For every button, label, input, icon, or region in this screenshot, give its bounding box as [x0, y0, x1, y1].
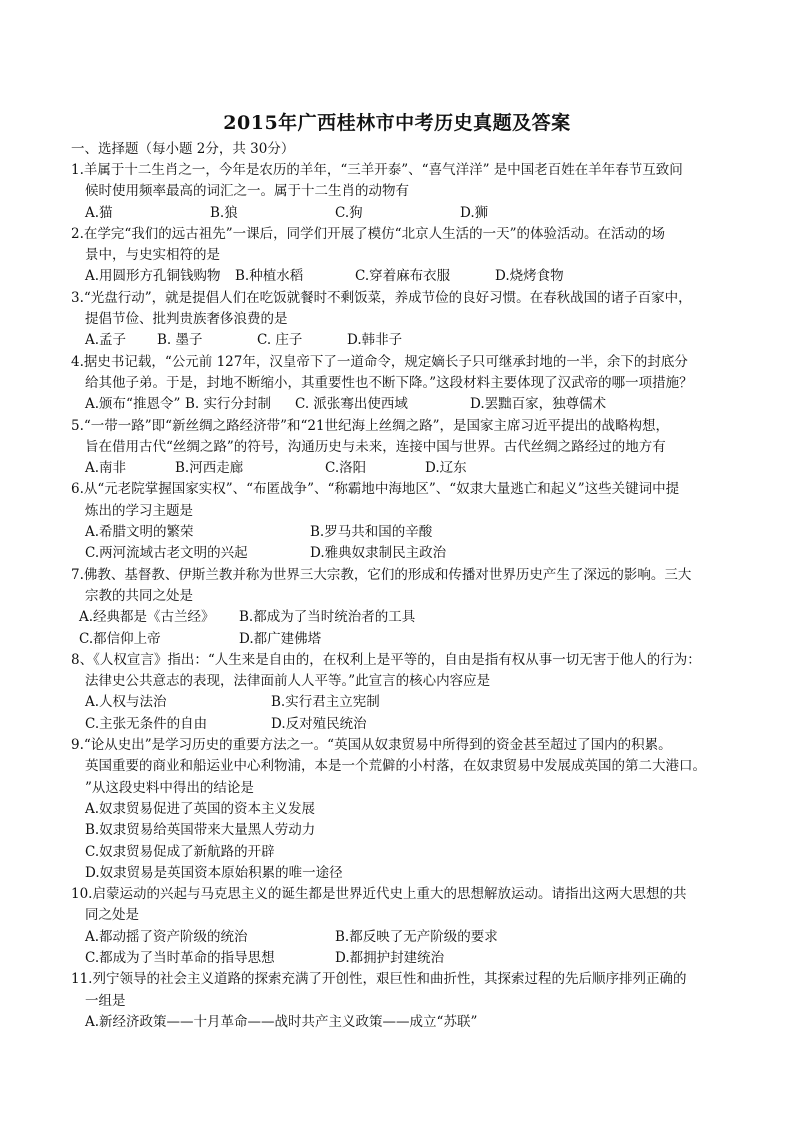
question-2	[71, 224, 731, 288]
question-11	[71, 969, 731, 1033]
question-3	[71, 288, 731, 352]
options-row	[71, 543, 731, 564]
option-a: A.猫	[85, 204, 113, 221]
options-row	[71, 266, 731, 287]
option-b: B.奴隶贸易给英国带来大量黑人劳动力	[85, 822, 316, 839]
question-text: 一组是	[85, 992, 126, 1009]
option-a: A.孟子	[85, 332, 127, 349]
options-row	[71, 714, 731, 735]
section-heading: 一、选择题（每小题 2分，共 30分）	[71, 141, 295, 157]
option-b: B.河西走廊	[175, 460, 244, 477]
option-c: C. 庄子	[257, 332, 303, 349]
options-row	[71, 607, 731, 628]
option-d: D.都拥护封建统治	[335, 949, 445, 966]
option-d: D.韩非子	[347, 332, 403, 349]
option-b: B.都反映了无产阶级的要求	[335, 928, 498, 945]
options-row	[71, 863, 731, 884]
question-9	[71, 735, 731, 884]
option-b: B. 实行分封制	[185, 396, 272, 413]
option-b: B.狼	[210, 204, 238, 221]
option-a: A.用圆形方孔铜钱购物	[85, 268, 221, 285]
question-text: ”从这段史料中得出的结论是	[85, 779, 254, 796]
options-row	[71, 1012, 731, 1033]
options-row	[71, 330, 731, 351]
option-c: C.都信仰上帝	[79, 630, 161, 647]
option-c: C.穿着麻布衣服	[355, 268, 451, 285]
option-d: D.雅典奴隶制民主政治	[310, 545, 447, 562]
options-row	[71, 522, 731, 543]
options-row	[71, 203, 731, 224]
option-c: C.两河流域古老文明的兴起	[85, 545, 248, 562]
option-a: A.经典都是《古兰经》	[79, 609, 215, 626]
option-d: D.烧烤食物	[495, 268, 564, 285]
option-b: B. 墨子	[157, 332, 203, 349]
options-row	[71, 799, 731, 820]
question-text: 9.“论从史出”是学习历史的重要方法之一。“英国从奴隶贸易中所得到的资金甚至超过了国内的积累。	[71, 737, 672, 754]
question-text: 4.据史书记载，“公元前 127年，汉皇帝下了一道命令，规定嫡长子只可继承封地的一半，余下的封底分	[71, 353, 688, 370]
question-text: 候时使用频率最高的词汇之一。属于十二生肖的动物有	[85, 183, 409, 200]
option-a: A.颁布“推恩令”	[85, 396, 181, 413]
question-8	[71, 650, 731, 735]
option-c: C.狗	[335, 204, 363, 221]
option-a: A.希腊文明的繁荣	[85, 524, 194, 541]
options-row	[71, 948, 731, 969]
question-text: 提倡节俭、批判贵族奢侈浪费的是	[85, 311, 288, 328]
option-c: C.奴隶贸易促成了新航路的开辟	[85, 843, 275, 860]
question-text: 宗教的共同之处是	[85, 587, 193, 604]
option-a: A.奴隶贸易促进了英国的资本主义发展	[85, 800, 316, 817]
question-text: 给其他子弟。于是，封地不断缩小，其重要性也不断下降。”这段材料主要体现了汉武帝的哪一项措施？	[85, 374, 693, 391]
question-text: 炼出的学习主题是	[85, 502, 193, 519]
options-row	[71, 394, 731, 415]
option-c: C.都成为了当时革命的指导思想	[85, 949, 275, 966]
question-text: 5.“一带一路”即“新丝绸之路经济带”和“21世纪海上丝绸之路”，是国家主席习近平提出的战略构想，	[71, 417, 669, 434]
options-row	[71, 629, 731, 650]
question-5	[71, 416, 731, 480]
option-b: B.罗马共和国的辛酸	[310, 524, 433, 541]
question-text: 法律史公共意志的表现，法律面前人人平等。”此宣言的核心内容应是	[85, 673, 491, 690]
question-1	[71, 160, 731, 224]
option-b: B.都成为了当时统治者的工具	[239, 609, 416, 626]
option-a: A.人权与法治	[85, 694, 167, 711]
options-row	[71, 927, 731, 948]
options-row	[71, 458, 731, 479]
option-a: A.南非	[85, 460, 127, 477]
question-7	[71, 565, 731, 650]
options-row	[71, 820, 731, 841]
option-d: D.反对殖民统治	[271, 715, 367, 732]
question-10	[71, 884, 731, 969]
option-c: C.洛阳	[325, 460, 367, 477]
question-4	[71, 352, 731, 416]
question-text: 同之处是	[85, 907, 139, 924]
option-b: B.种植水稻	[235, 268, 304, 285]
question-text: 11.列宁领导的社会主义道路的探索充满了开创性，艰巨性和曲折性，其探索过程的先后顺序排列正确的	[71, 971, 687, 988]
option-a: A.都动摇了资产阶级的统治	[85, 928, 248, 945]
options-row	[71, 842, 731, 863]
options-row	[71, 692, 731, 713]
document-title: 2015年广西桂林市中考历史真题及答案	[223, 112, 571, 134]
option-d: D.都广建佛塔	[239, 630, 322, 647]
option-a: A.新经济政策——十月革命——战时共产主义政策——成立“苏联”	[85, 1013, 478, 1030]
option-d: D.奴隶贸易是英国资本原始积累的唯一途径	[85, 864, 343, 881]
option-d: D.辽东	[425, 460, 467, 477]
question-text: 景中，与史实相符的是	[85, 247, 220, 264]
question-text: 英国重要的商业和船运业中心利物浦，本是一个荒僻的小村落，在奴隶贸易中发展成英国的第二大港口。	[85, 758, 706, 775]
question-text: 3.“光盘行动”，就是提倡人们在吃饭就餐时不剩饭菜，养成节俭的良好习惯。在春秋战国的诸子百家中，	[71, 289, 692, 306]
option-c: C.主张无条件的自由	[85, 715, 208, 732]
question-6	[71, 479, 731, 564]
question-text: 6.从“元老院掌握国家实权”、“布匿战争”、“称霸地中海地区”、“奴隶大量逃亡和起义”这些关键词中提	[71, 481, 680, 498]
option-d: D.狮	[460, 204, 489, 221]
question-text: 10.启蒙运动的兴起与马克思主义的诞生都是世界近代史上重大的思想解放运动。请指出这两大思想的共	[71, 886, 687, 903]
question-text: 7.佛教、基督教、伊斯兰教并称为世界三大宗教，它们的形成和传播对世界历史产生了深远的影响。三大	[71, 566, 692, 583]
option-b: B.实行君主立宪制	[271, 694, 380, 711]
question-text: 旨在借用古代“丝绸之路”的符号，沟通历史与未来，连接中国与世界。古代丝绸之路经过的地方有	[85, 438, 666, 455]
question-list	[71, 160, 731, 1033]
question-text: 1.羊属于十二生肖之一，今年是农历的羊年，“三羊开泰”、“喜气洋洋” 是中国老百姓在羊年春节互致问	[71, 162, 683, 178]
option-d: D.罢黜百家，独尊儒术	[470, 396, 607, 413]
question-text: 8、《人权宣言》指出：“人生来是自由的，在权利上是平等的，自由是指有权从事一切无害于他人的行为：	[71, 651, 701, 668]
question-text: 2.在学完“我们的远古祖先”一课后，同学们开展了模仿“北京人生活的一天”的体验活动。在活动的场	[71, 225, 665, 242]
option-c: C. 派张骞出使西域	[295, 396, 408, 413]
